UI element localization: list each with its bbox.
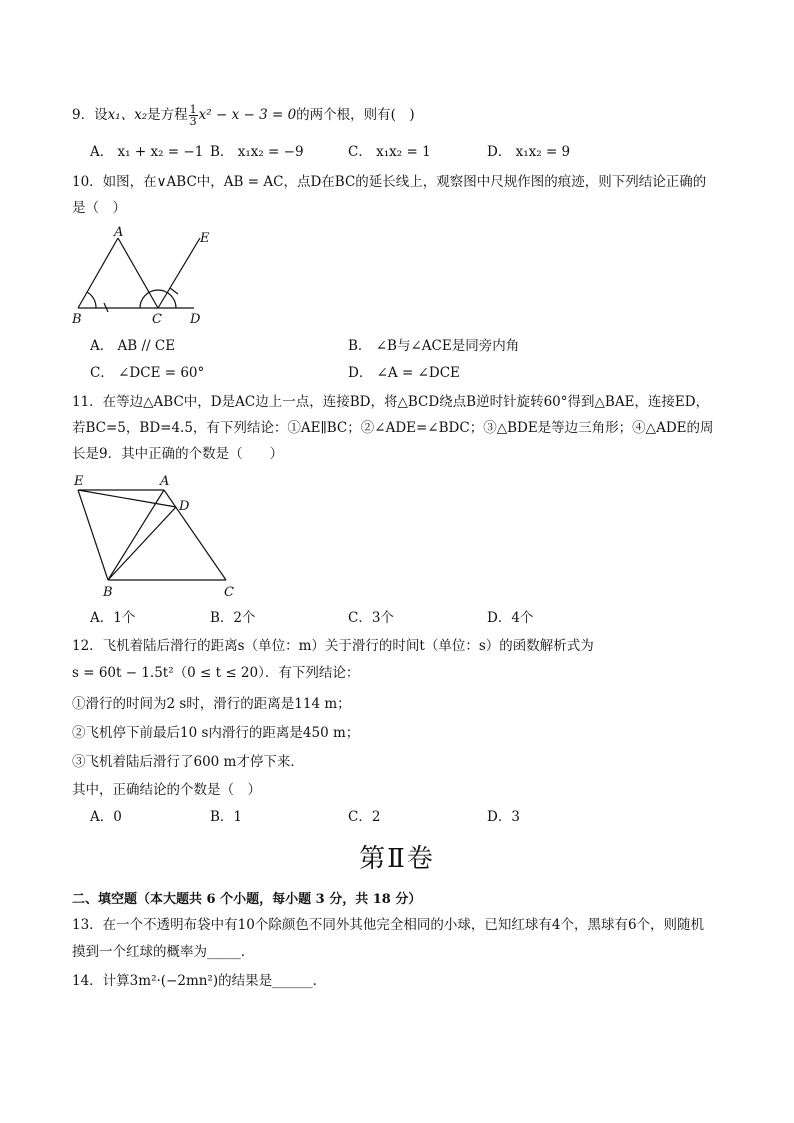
q12-option-b[interactable]: B．1: [210, 809, 243, 825]
q9-option-c[interactable]: C． x₁x₂ = 1: [348, 144, 431, 160]
q10-label-c: C: [152, 312, 162, 327]
q13-stem-line1: 13．在一个不透明布袋中有10个除颜色不同外其他完全相同的小球，已知红球有4个，黑球有6个，则随机: [72, 917, 705, 933]
q10-option-c[interactable]: C． ∠DCE = 60°: [90, 365, 205, 381]
q12-option-c[interactable]: C．2: [348, 809, 381, 825]
q10-label-d: D: [190, 312, 201, 327]
q11-segment-eb: [78, 490, 108, 580]
q12-option-a[interactable]: A．0: [90, 809, 122, 825]
section2-heading: 二、填空题（本大题共 6 个小题，每小题 3 分，共 18 分）: [72, 892, 422, 907]
q10-option-a[interactable]: A． AB // CE: [90, 338, 176, 354]
q10-label-a: A: [114, 226, 124, 240]
q11-figure: [68, 472, 244, 602]
q11-option-a[interactable]: A．1个: [90, 610, 136, 626]
q10-segment-ac: [118, 238, 158, 308]
q11-stem-line2: 若BC=5，BD=4.5，有下列结论：①AE∥BC；②∠ADE=∠BDC；③△BDE是等边三角形；④△ADE的周: [72, 420, 714, 436]
q11-segment-ac: [164, 490, 226, 580]
q10-arc-c: [140, 290, 176, 308]
q9-stem: 9．设x₁、x₂是方程 $\frac{1}{3}$ x² − x − 3 = 0的两个根，则有( ): [72, 103, 415, 128]
q11-label-c: C: [224, 585, 234, 600]
q11-option-d[interactable]: D．4个: [487, 610, 534, 626]
q10-option-b[interactable]: B． ∠B与∠ACE是同旁内角: [348, 338, 520, 354]
q11-stem-line3: 长是9．其中正确的个数是（ ）: [72, 446, 284, 462]
q12-conclusion-3: ③飞机着陆后滑行了600 m才停下来．: [72, 754, 304, 770]
q10-label-b: B: [72, 312, 82, 327]
q11-label-b: B: [103, 585, 113, 600]
q9-option-a[interactable]: A． x₁ + x₂ = −1: [90, 144, 204, 160]
q11-option-c[interactable]: C．3个: [348, 610, 394, 626]
q12-ask: 其中，正确结论的个数是（ ）: [72, 782, 261, 798]
q11-option-b[interactable]: B．2个: [210, 610, 256, 626]
part2-title: 第Ⅱ卷: [359, 844, 435, 874]
q9-option-d[interactable]: D． x₁x₂ = 9: [487, 144, 571, 160]
q11-segment-ed: [78, 490, 176, 507]
q10-stem-line1: 10．如图，在∨ABC中，AB = AC，点D在BC的延长线上，观察图中尺规作图的痕迹，则下列结论正确的: [72, 174, 707, 190]
q10-figure: [66, 226, 216, 328]
q12-conclusion-1: ①滑行的时间为2 s时，滑行的距离是114 m；: [72, 696, 351, 712]
q9-option-b[interactable]: B． x₁x₂ = −9: [210, 144, 304, 160]
q11-label-a: A: [160, 474, 170, 489]
q10-arc-b: [87, 292, 96, 308]
q11-stem-line1: 11．在等边△ABC中，D是AC边上一点，连接BD，将△BCD绕点B逆时针旋转60°得到△BAE，连接ED，: [72, 394, 710, 410]
q10-stem-line2: 是（ ）: [72, 200, 126, 216]
q10-segment-ab: [78, 238, 118, 308]
q10-option-d[interactable]: D． ∠A = ∠DCE: [348, 365, 460, 381]
q12-option-d[interactable]: D．3: [487, 809, 520, 825]
q10-label-e: E: [200, 231, 210, 246]
q11-label-d: D: [179, 499, 190, 514]
q12-stem-line1: 12．飞机着陆后滑行的距离s（单位：m）关于滑行的时间t（单位：s）的函数解析式为: [72, 638, 594, 654]
q9-fraction: $\frac{1}{3}$: [189, 103, 197, 128]
q14-stem: 14．计算3m²·(−2mn²)的结果是______．: [72, 973, 327, 989]
q12-stem-line2: s = 60t − 1.5t²（0 ≤ t ≤ 20）．有下列结论：: [72, 665, 360, 681]
q12-conclusion-2: ②飞机停下前最后10 s内滑行的距离是450 m；: [72, 725, 360, 741]
q11-segment-bd: [108, 507, 176, 580]
q13-stem-line2: 摸到一个红球的概率为_____．: [72, 944, 255, 960]
q11-label-e: E: [74, 474, 84, 489]
q10-segment-ce: [158, 238, 200, 308]
